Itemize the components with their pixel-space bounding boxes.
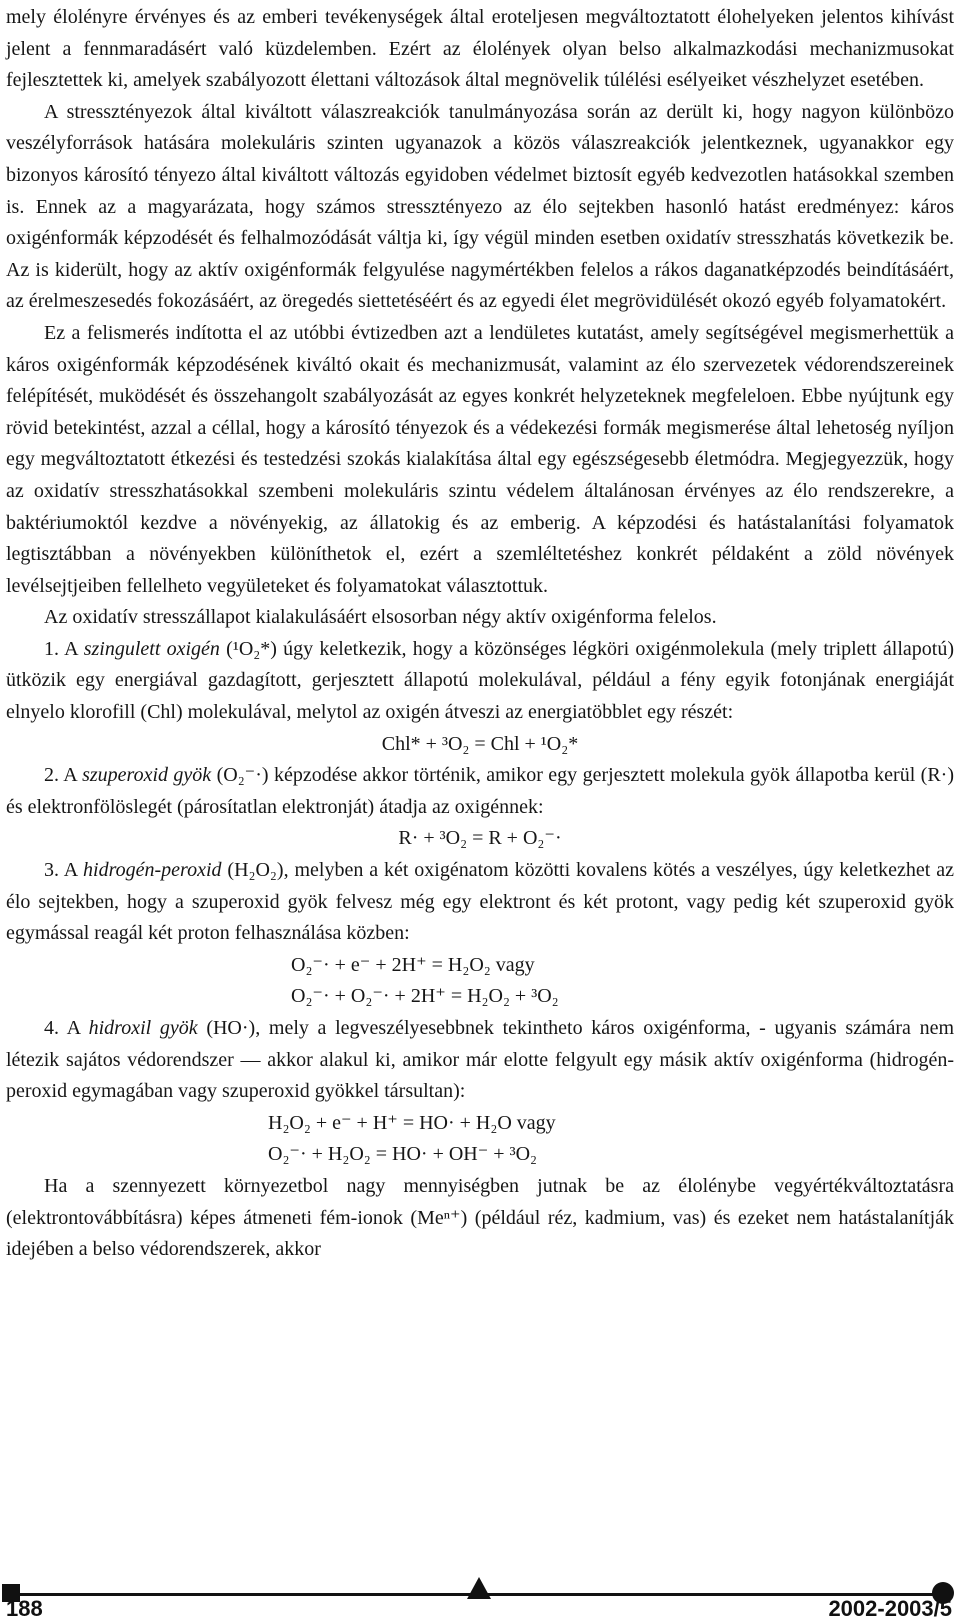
equation-1: Chl* + ³O₂ = Chl + ¹O₂* xyxy=(381,732,579,755)
paragraph-stress-factors: A stressztényezok által kiváltott válaszreakciók tanulmányozása során az derült ki, hogy nagyon különbözo veszélyforrások hatására molekuláris szinten ugyanazok a közös válaszreakciók jelentkeznek, ugyanakkor egy bizonyos károsító tényezo által kiváltott változás egyidoben védelmet biztosít egyéb kedvezotlen hatásokkal szemben is. Ennek az a magyarázata, hogy számos stressztényezo az élo sejtekben hasonló hatást eredményez: káros oxigénformák képzodését és felhalmozódását váltja ki, így végül minden esetben oxidatív stresszhatás következik be. Az is kiderült, hogy az aktív oxigénformák felgyulése nagymértékben felelos a rákos daganatképzodés beindításáért, az érelmeszesedés fokozásáért, az öregedés siettetéséért és az egyedi élet megrövidülését okozó egyéb folyamatokért. xyxy=(6,100,954,313)
equation-4b: O₂⁻· + H₂O₂ = HO· + OH⁻ + ³O₂ xyxy=(268,1143,537,1166)
paragraph-metal-ions: Ha a szennyezett környezetbol nagy mennyiségben jutnak be az élolénybe vegyértékváltoztatásra (elektrontovábbításra) képes átmeneti fém-ionok (Meⁿ⁺) (például réz, kadmium, vas) és ezeket nem hatástalanítják idejében a belso védorendszerek, akkor xyxy=(6,1174,954,1261)
formula: (H₂O₂) xyxy=(227,859,284,882)
list-item-singlet-oxygen xyxy=(6,634,954,729)
paragraph-research: Ez a felismerés indította el az utóbbi évtizedben azt a lendületes kutatást, amely segítségével megismerhettük a káros oxigénformák képzodésének kiváltó okait és mechanizmusát, valamint az élo szervezetek védorendszereinek felépítését, muködését és összehangolt szabályozását az egyes konkrét helyzeteknek megfeleloen. Ebbe nyújtunk egy rövid betekintést, azzal a céllal, hogy a károsító tényezok és a védekezési formák megismerése által lehetoség nyíljon egy megváltoztatott étkezési és testedzési szokás kialakítása által egy egészségesebb életmódra. Megjegyezzük, hogy az oxidatív stresszhatásokkal szembeni molekuláris szintu védelem általánosan érvényes az élo rendszerekre, a baktériumoktól kezdve a növényekig, az állatokig és az emberig. A képzodési és hatástalanítási folyamatok legtisztábban a növényekben különíthetok el, ezért a szemléltetéshez konkrét példaként a zöld növények levélsejtjeiben fellelheto vegyületeket és folyamatokat választottuk. xyxy=(6,321,954,597)
text-line: mely élolényre érvényes és az emberi tevékenységek által eroteljesen megváltoztatott xyxy=(6,6,711,28)
text-line: változások által megnövelik túlélési esélyeiket vészhelyzet esetében. xyxy=(374,69,924,92)
list-item-superoxide xyxy=(6,760,954,823)
issue-number: 2002-2003/5 xyxy=(828,1596,952,1621)
item-number: 2. A xyxy=(44,764,83,787)
item-text: úgy keletkezik, hogy a közönséges légköri oxigénmolekula (mely triplett állapotú) ütközik egy energiával gazdagított, gerjesztett állapotú molekulával, például a fény egyik fotonjának energiáját elnyelo klorofill (Chl) molekulával, melytol az oxigén átveszi az energiatöbblet egy részét: xyxy=(6,637,954,724)
item-text: , mely a legveszélyesebbnek tekintheto káros oxigénforma, - ugyanis számára nem létezik sajátos védorendszer — akkor alakul ki, amikor már elotte felgyult egy másik aktív oxigénforma (hidrogén-peroxid egymagában vagy szuperoxid gyökkel társultan): xyxy=(6,1017,955,1103)
item-number: 3. A xyxy=(44,859,84,882)
term-hydrogen-peroxide: hidrogén-peroxid xyxy=(83,859,222,882)
term-superoxide: szuperoxid gyök xyxy=(82,764,212,787)
equation-3b: O₂⁻· + O₂⁻· + 2H⁺ = H₂O₂ + ³O₂ xyxy=(291,985,559,1008)
formula: (O₂⁻·) xyxy=(216,764,269,787)
triangle-marker-icon xyxy=(467,1577,491,1599)
formula: (¹O₂*) xyxy=(226,637,277,660)
item-number: 4. A xyxy=(44,1017,89,1039)
article-body xyxy=(6,2,954,1266)
equation-3a: O₂⁻· + e⁻ + 2H⁺ = H₂O₂ vagy xyxy=(291,953,535,976)
term-singlet-oxygen: szingulett oxigén xyxy=(83,637,220,660)
paragraph-continuation xyxy=(6,2,954,97)
text-line: olyan belso alkalmazkodási mechanizmusokat fejlesztettek ki, amelyek szabályozott élettani xyxy=(6,37,954,92)
page-number: 188 xyxy=(6,1596,43,1621)
equation-2: R· + ³O₂ = R + O₂⁻· xyxy=(398,827,562,850)
list-item-hydrogen-peroxide xyxy=(6,855,954,950)
item-text: , melyben a két oxigénatom közötti kovalens kötés a veszélyes, úgy keletkezhet az élo sejtekben, hogy a szuperoxid gyök felvesz még egy elektront és két protont, vagy pedig két szuperoxid gyök egymással reagál két proton felhasználása közben: xyxy=(6,859,954,945)
item-number: 1. A xyxy=(44,637,84,660)
item-text: képzodése akkor történik, amikor egy gerjesztett molekula gyök állapotba kerül (R·) és elektronfölöslegét (párosítatlan elektronját) átadja az oxigénnek: xyxy=(6,764,954,818)
paragraph-four-forms: Az oxidatív stresszállapot kialakulásáért elsosorban négy aktív oxigénforma felelos. xyxy=(44,606,717,629)
term-hydroxyl: hidroxil gyök xyxy=(88,1017,198,1039)
text-line: élohelyeken jelentos kihívást jelent a fennmaradásért való küzdelemben. Ezért az élolények xyxy=(6,6,954,60)
formula: (HO·) xyxy=(206,1017,256,1039)
list-item-hydroxyl xyxy=(6,1013,954,1108)
equation-4a: H₂O₂ + e⁻ + H⁺ = HO· + H₂O vagy xyxy=(268,1111,556,1134)
